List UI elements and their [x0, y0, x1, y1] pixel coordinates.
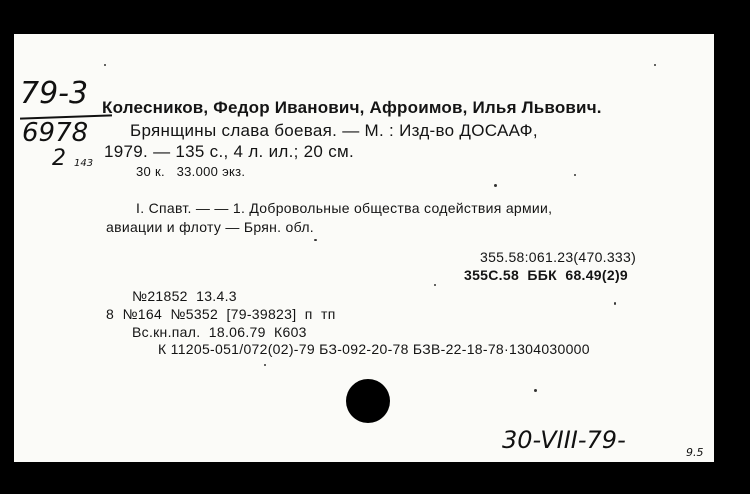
- registration-number-line: №21852 13.4.3: [132, 288, 237, 304]
- title-line: Брянщины слава боевая. — М. : Изд-во ДОСААФ,: [130, 121, 538, 140]
- subjects-line-2: авиации и флоту — Брян. обл.: [106, 219, 314, 235]
- catalog-card: [14, 34, 714, 462]
- subjects-line-1: I. Спавт. — — 1. Добровольные общества содействия армии,: [136, 200, 553, 216]
- speck: [264, 364, 266, 366]
- punch-hole: [346, 379, 390, 423]
- classification-line-1: 355.58:061.23(470.333): [480, 249, 637, 265]
- speck: [574, 174, 576, 176]
- speck: [494, 184, 497, 187]
- price-line: 30 к. 33.000 экз.: [136, 164, 246, 179]
- handwritten-corner-mark: 9.5: [686, 446, 704, 459]
- authors-line: Колесников, Федор Иванович, Афроимов, Илья Львович.: [102, 98, 602, 117]
- speck: [654, 64, 656, 66]
- handwritten-call-number-top: 79-3: [20, 76, 89, 111]
- handwritten-date: 30-VIII-79-: [502, 426, 626, 454]
- codes-line: К 11205-051/072(02)-79 БЗ-092-20-78 БЗВ-22-18-78·1304030000: [158, 341, 590, 357]
- classification-line-2: 355С.58 ББК 68.49(2)9: [464, 267, 628, 283]
- handwritten-call-mark-small: 143: [74, 158, 94, 169]
- handwritten-call-number-bottom: 6978: [22, 118, 89, 148]
- speck: [104, 64, 106, 66]
- speck: [314, 239, 317, 241]
- order-line: 8 №164 №5352 [79-39823] п тп: [106, 306, 336, 322]
- speck: [534, 389, 537, 392]
- handwritten-call-mark: 2: [52, 146, 66, 171]
- book-chamber-line: Вс.кн.пал. 18.06.79 К603: [132, 324, 307, 340]
- speck: [434, 284, 436, 286]
- imprint-line: 1979. — 135 с., 4 л. ил.; 20 см.: [104, 142, 355, 161]
- speck: [614, 302, 616, 305]
